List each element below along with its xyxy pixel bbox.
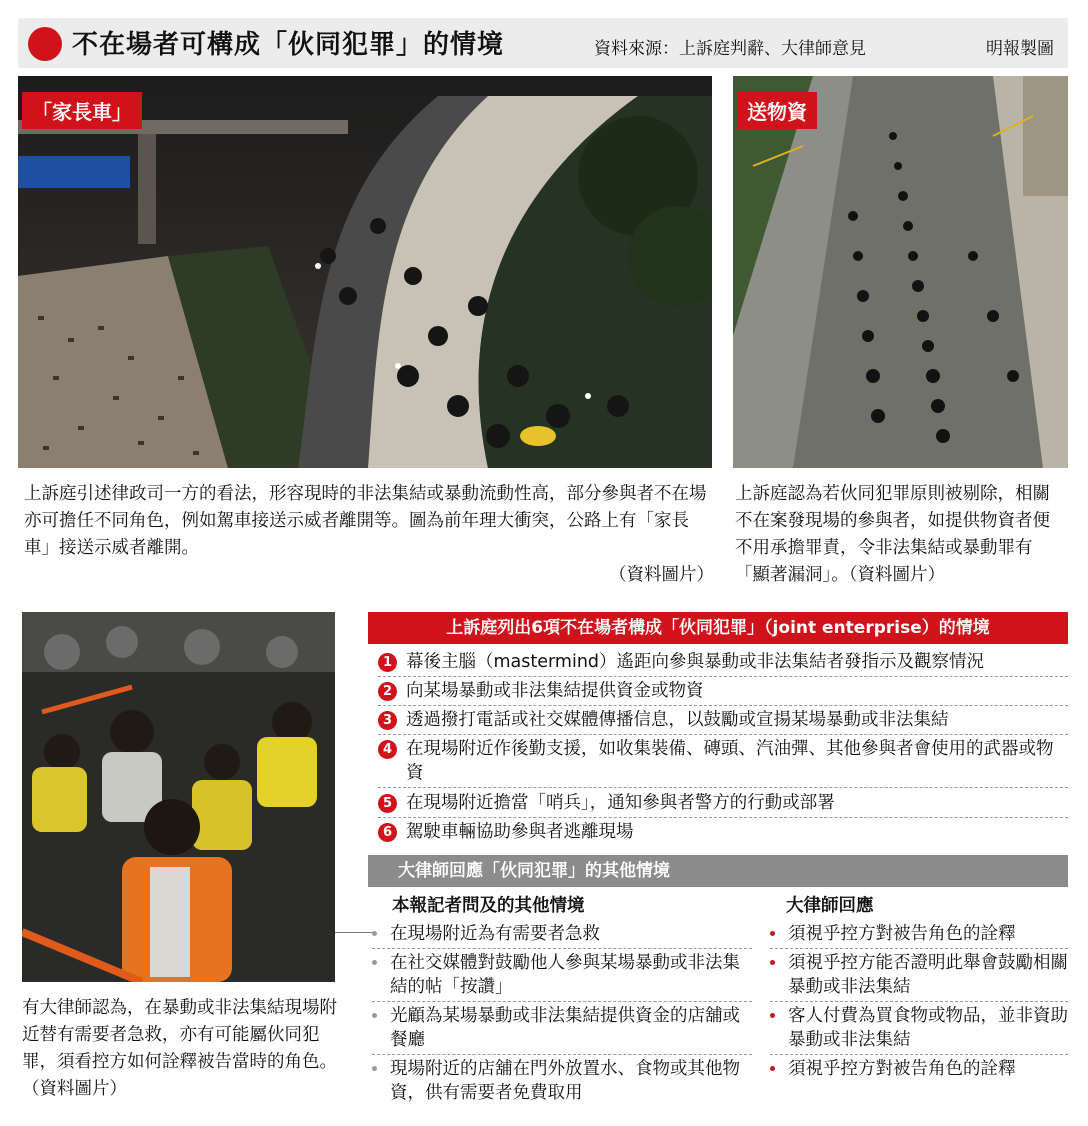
scenario-item xyxy=(378,679,1068,706)
qa-question-text: 在現場附近為有需要者急救 xyxy=(390,924,600,944)
scenario-item xyxy=(378,708,1068,735)
qa-question xyxy=(372,1057,752,1107)
qa-answer xyxy=(770,951,1068,1002)
scenario-item xyxy=(378,820,1068,846)
header-bar xyxy=(18,18,1068,68)
connector-line xyxy=(335,932,375,933)
qa-answer xyxy=(770,922,1068,949)
grey-bullet-icon xyxy=(372,1013,377,1018)
caption-first-aid-text xyxy=(22,995,342,1103)
page-title: 不在場者可構成「伙同犯罪」的情境 xyxy=(72,30,505,60)
scenario-number-badge: 3 xyxy=(378,711,397,730)
grey-bullet-icon xyxy=(372,931,377,936)
scenario-number-badge: 2 xyxy=(378,682,397,701)
caption-parent-car-source: （資料圖片） xyxy=(609,565,714,585)
qa-question-text: 光顧為某場暴動或非法集結提供資金的店舖或餐廳 xyxy=(390,1006,740,1050)
photo-supplies xyxy=(733,76,1068,468)
qa-question-text: 在社交媒體對鼓勵他人參與某場暴動或非法集結的帖「按讚」 xyxy=(390,953,740,997)
brand-dot-icon xyxy=(28,27,62,61)
scenario-text: 幕後主腦（mastermind）遙距向參與暴動或非法集結者發指示及觀察情況 xyxy=(406,652,985,672)
qa-answer-text: 須視乎控方對被告角色的詮釋 xyxy=(788,924,1016,944)
qa-question xyxy=(372,1004,752,1055)
qa-heading: 大律師回應「伙同犯罪」的其他情境 xyxy=(368,855,1068,887)
scenario-number-badge: 5 xyxy=(378,794,397,813)
qa-answer xyxy=(770,1004,1068,1055)
qa-answer-text: 須視乎控方能否證明此舉會鼓勵相關暴動或非法集結 xyxy=(788,953,1068,997)
grey-bullet-icon xyxy=(372,1066,377,1071)
scenario-item xyxy=(378,650,1068,677)
qa-column-left-header: 本報記者問及的其他情境 xyxy=(392,896,585,916)
qa-question xyxy=(372,922,752,949)
caption-parent-car-text: 上訴庭引述律政司一方的看法，形容現時的非法集結或暴動流動性高，部分參與者不在場亦可擔任不同角色，例如駕車接送示威者離開等。圖為前年理大衝突，公路上有「家長車」接送示威者離開。 xyxy=(24,484,707,558)
caption-supplies xyxy=(735,481,1067,589)
highway-scene-illustration xyxy=(18,76,712,468)
caption-first-aid-source: （資料圖片） xyxy=(22,1079,127,1099)
scenario-number-badge: 6 xyxy=(378,823,397,842)
data-source: 資料來源：上訴庭判辭、大律師意見 xyxy=(594,39,866,59)
caption-parent-car xyxy=(24,481,714,589)
red-bullet-icon xyxy=(770,960,775,965)
scenario-item xyxy=(378,791,1068,818)
scenario-number-badge: 4 xyxy=(378,740,397,759)
scenario-number-badge: 1 xyxy=(378,653,397,672)
grey-bullet-icon xyxy=(372,960,377,965)
red-bullet-icon xyxy=(770,1066,775,1071)
red-bullet-icon xyxy=(770,931,775,936)
scenario-text: 在現場附近作後勤支援，如收集裝備、磚頭、汽油彈、其他參與者會使用的武器或物資 xyxy=(406,739,1054,783)
first-aid-scene-illustration xyxy=(22,612,335,982)
scenario-text: 透過撥打電話或社交媒體傳播信息，以鼓勵或宣揚某場暴動或非法集結 xyxy=(406,710,949,730)
scenarios-heading: 上訴庭列出6項不在場者構成「伙同犯罪」（joint enterprise）的情境 xyxy=(368,612,1068,644)
qa-answer-text: 須視乎控方對被告角色的詮釋 xyxy=(788,1059,1016,1079)
qa-question xyxy=(372,951,752,1002)
photo-parent-car xyxy=(18,76,712,468)
red-bullet-icon xyxy=(770,1013,775,1018)
photo-tag-supplies: 送物資 xyxy=(737,92,817,129)
caption-first-aid xyxy=(22,995,342,1103)
caption-first-aid-body: 有大律師認為，在暴動或非法集結現場附近替有需要者急救，亦有可能屬伙同犯罪，須看控方如何詮釋被告當時的角色。 xyxy=(22,998,337,1072)
scenario-text: 向某場暴動或非法集結提供資金或物資 xyxy=(406,681,704,701)
qa-answer xyxy=(770,1057,1068,1083)
photo-first-aid xyxy=(22,612,335,982)
qa-answer-text: 客人付費為買食物或物品，並非資助暴動或非法集結 xyxy=(788,1006,1068,1050)
scenario-item xyxy=(378,737,1068,788)
qa-question-text: 現場附近的店舖在門外放置水、食物或其他物資，供有需要者免費取用 xyxy=(390,1059,740,1103)
scenario-text: 在現場附近擔當「哨兵」，通知參與者警方的行動或部署 xyxy=(406,793,835,813)
photo-tag-parent-car: 「家長車」 xyxy=(22,92,142,129)
supply-chain-street-illustration xyxy=(733,76,1068,468)
qa-column-right-header: 大律師回應 xyxy=(786,896,874,916)
graphic-credit: 明報製圖 xyxy=(986,39,1054,59)
scenario-text: 駕駛車輛協助參與者逃離現場 xyxy=(406,822,634,842)
caption-supplies-text: 上訴庭認為若伙同犯罪原則被剔除，相關不在案發現場的參與者，如提供物資者便不用承擔罪責，令非法集結或暴動罪有「顯著漏洞」。（資料圖片） xyxy=(735,484,1050,585)
